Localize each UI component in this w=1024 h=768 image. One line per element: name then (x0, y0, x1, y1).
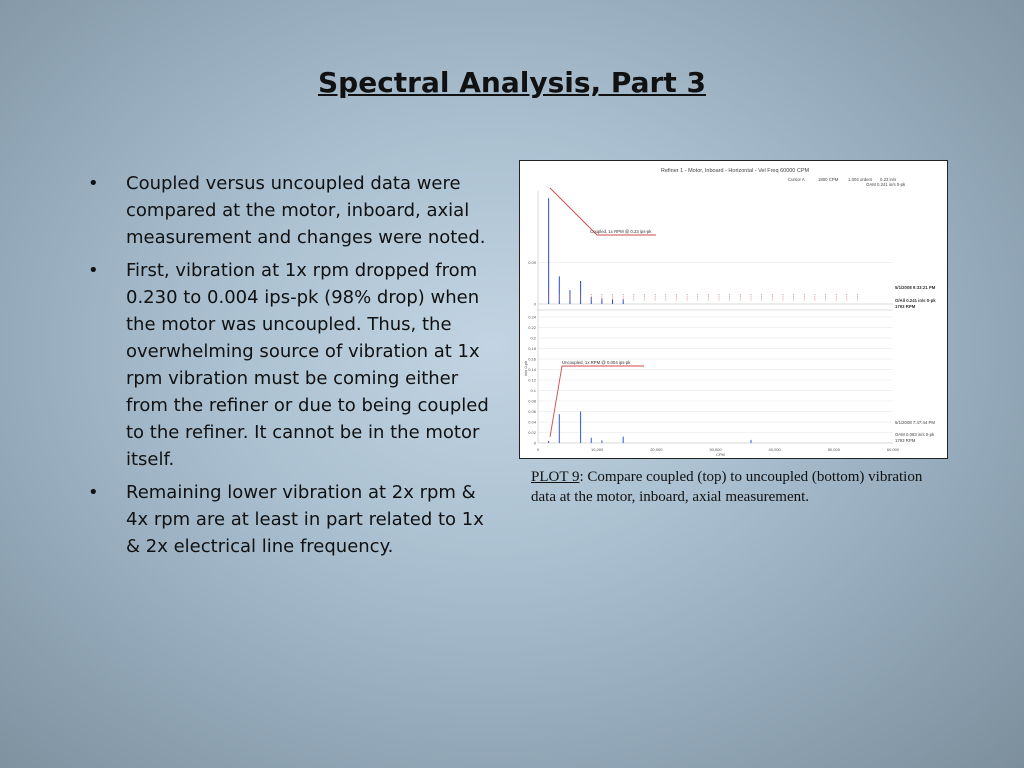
top-meta-date: 5/1/2008 9:33:21 PM (895, 285, 936, 290)
bottom-y-tick-label: 0.22 (528, 325, 536, 330)
bottom-meta-rpm: 1793 RPM (895, 438, 916, 443)
bullet-marker: • (88, 482, 99, 503)
bottom-y-tick-label: 0.1 (530, 388, 536, 393)
bottom-y-tick-label: 0.16 (528, 356, 536, 362)
x-tick-label: 30,000 (709, 447, 722, 452)
bottom-meta-overall: OAM 0.083 in/s 0-pk (895, 432, 935, 437)
bullet-text: First, vibration at 1x rpm dropped from 0.230 to 0.004 ips-pk (98% drop) when the motor was uncoupled. Thus, the overwhelming source of vibration at 1x rpm vibration must be coming either from the refiner or due to being coupled to the refiner. It cannot be in the motor itself. (126, 260, 489, 470)
top-y-tick-label: 0.09 (528, 260, 536, 266)
overall-top: OAM 0.241 in/s 0-pk (866, 182, 906, 187)
x-tick-label: 0 (536, 447, 540, 452)
caption-text: : Compare coupled (top) to uncoupled (bottom) vibration data at the motor, inboard, axial measurement. (531, 469, 923, 505)
bullet-marker: • (88, 260, 99, 281)
bottom-meta-date: 5/1/2008 7:47:44 PM (895, 420, 935, 425)
spectrum-plot (519, 160, 948, 459)
bullet-item (88, 257, 498, 473)
bottom-y-tick-label: 0.12 (528, 377, 536, 383)
bottom-y-tick-label: 0.08 (528, 398, 536, 404)
bottom-y-tick-label: 0 (533, 440, 536, 446)
bottom-y-tick-label: 0.2 (530, 335, 536, 341)
bottom-y-tick-label: 0.06 (528, 409, 536, 414)
bottom-y-tick-label: 0.24 (528, 314, 536, 320)
cursor-amplitude: 0.23 in/s (880, 177, 897, 182)
bottom-y-tick-label: 0.14 (528, 367, 536, 372)
x-tick-label: 60,000 (886, 447, 900, 452)
x-tick-label: 50,000 (827, 447, 840, 452)
figure-caption (531, 467, 951, 507)
bullet-list (88, 170, 498, 566)
y-axis-label: in/s 0-pk (523, 360, 528, 376)
cursor-orders: 1.004 orders (848, 177, 873, 182)
slide-title: Spectral Analysis, Part 3 (318, 66, 706, 99)
bottom-y-tick-label: 0.02 (528, 430, 536, 435)
top-y-tick-label: 0 (533, 301, 536, 307)
top-meta-overall: O/All 0.241 in/s 0-pk (895, 298, 936, 303)
uncoupled-leader-line (550, 366, 644, 437)
bullet-text: Coupled versus uncoupled data were compared at the motor, inboard, axial measurement and changes were noted. (126, 173, 486, 248)
bullet-text: Remaining lower vibration at 2x rpm & 4x rpm are at least in part related to 1x & 2x electrical line frequency. (126, 482, 484, 557)
x-tick-label: 20,000 (650, 447, 663, 452)
bullet-item (88, 479, 498, 560)
bottom-y-tick-label: 0.18 (528, 346, 536, 351)
bullet-item (88, 170, 498, 251)
top-meta-rpm: 1793 RPM (895, 304, 916, 309)
spectrum-svg (520, 161, 947, 458)
plot-title: Refiner 1 - Motor, Inboard - Horizontal - Vel Freq 60000 CPM (660, 168, 810, 174)
caption-label: PLOT 9 (531, 469, 580, 485)
uncoupled-annotation: Uncoupled, 1x RPM @ 0.004 ips-pk (562, 360, 631, 365)
coupled-leader-line (550, 188, 656, 235)
coupled-annotation: Coupled, 1x RPM @ 0.23 ips-pk (590, 229, 652, 234)
bullet-marker: • (88, 173, 99, 194)
x-tick-label: 10,000 (591, 447, 604, 452)
cursor-label: Cursor A (788, 177, 805, 182)
x-axis-label: CPM (716, 452, 725, 457)
cursor-cpm: 1800 CPM (818, 177, 839, 182)
bottom-y-tick-label: 0.04 (528, 419, 536, 425)
x-tick-label: 40,000 (768, 447, 781, 452)
